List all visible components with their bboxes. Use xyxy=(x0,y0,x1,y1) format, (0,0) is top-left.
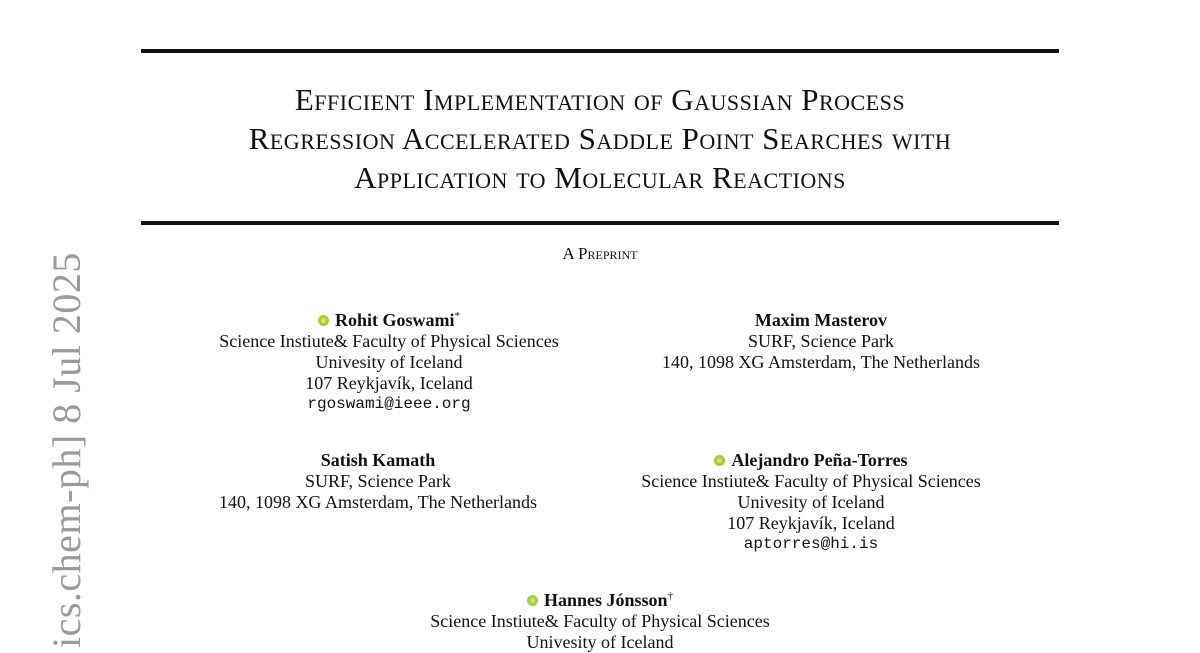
preprint-label: A Preprint xyxy=(562,244,638,263)
author-name: Maxim Masterov xyxy=(754,310,888,330)
affiliation-line: Univesity of Iceland xyxy=(737,492,885,512)
author-name-row xyxy=(527,590,673,611)
affiliation-line: 107 Reykjavík, Iceland xyxy=(727,513,895,533)
title-line-3: Application to Molecular Reactions xyxy=(354,160,846,195)
affiliation-line: SURF, Science Park xyxy=(747,331,895,351)
title-rule-bottom xyxy=(141,221,1059,225)
affiliation-line: 140, 1098 XG Amsterdam, The Netherlands xyxy=(218,492,538,512)
affiliation-line: Univesity of Iceland xyxy=(315,352,463,372)
affiliation-line: Science Instiute& Faculty of Physical Sciences xyxy=(641,471,981,491)
corresponding-mark: * xyxy=(454,310,460,322)
author-block-jonsson xyxy=(371,590,829,653)
title-rule-top xyxy=(141,49,1059,53)
author-name: Rohit Goswami xyxy=(334,310,455,330)
affiliation-line: Science Instiute& Faculty of Physical Sciences xyxy=(430,611,770,631)
author-block-goswami xyxy=(160,310,618,415)
author-block-pena-torres xyxy=(582,450,1040,555)
orcid-icon[interactable] xyxy=(714,455,725,466)
affiliation-line: 107 Reykjavík, Iceland xyxy=(305,373,473,393)
orcid-icon[interactable] xyxy=(527,595,538,606)
affiliation-line: Univesity of Iceland xyxy=(526,632,674,652)
author-block-masterov xyxy=(596,310,1046,373)
title-line-1: Efficient Implementation of Gaussian Process xyxy=(294,82,906,117)
author-name: Alejandro Peña-Torres xyxy=(731,450,908,470)
author-block-kamath xyxy=(160,450,596,513)
author-name: Satish Kamath xyxy=(320,450,436,470)
corresponding-mark: † xyxy=(667,590,674,602)
affiliation-line: 140, 1098 XG Amsterdam, The Netherlands xyxy=(661,352,981,372)
author-name-row xyxy=(318,310,460,331)
author-name-row xyxy=(714,450,907,471)
affiliation-line: SURF, Science Park xyxy=(304,471,452,491)
author-email[interactable]: aptorres@hi.is xyxy=(743,535,879,553)
affiliation-line: Science Instiute& Faculty of Physical Sciences xyxy=(219,331,559,351)
arxiv-identifier-stamp: ics.chem-ph] 8 Jul 2025 xyxy=(44,252,89,648)
paper-title xyxy=(141,80,1059,197)
orcid-icon[interactable] xyxy=(318,315,329,326)
title-line-2: Regression Accelerated Saddle Point Searches with xyxy=(248,121,952,156)
author-name: Hannes Jónsson xyxy=(543,590,668,610)
author-email[interactable]: rgoswami@ieee.org xyxy=(307,395,471,413)
